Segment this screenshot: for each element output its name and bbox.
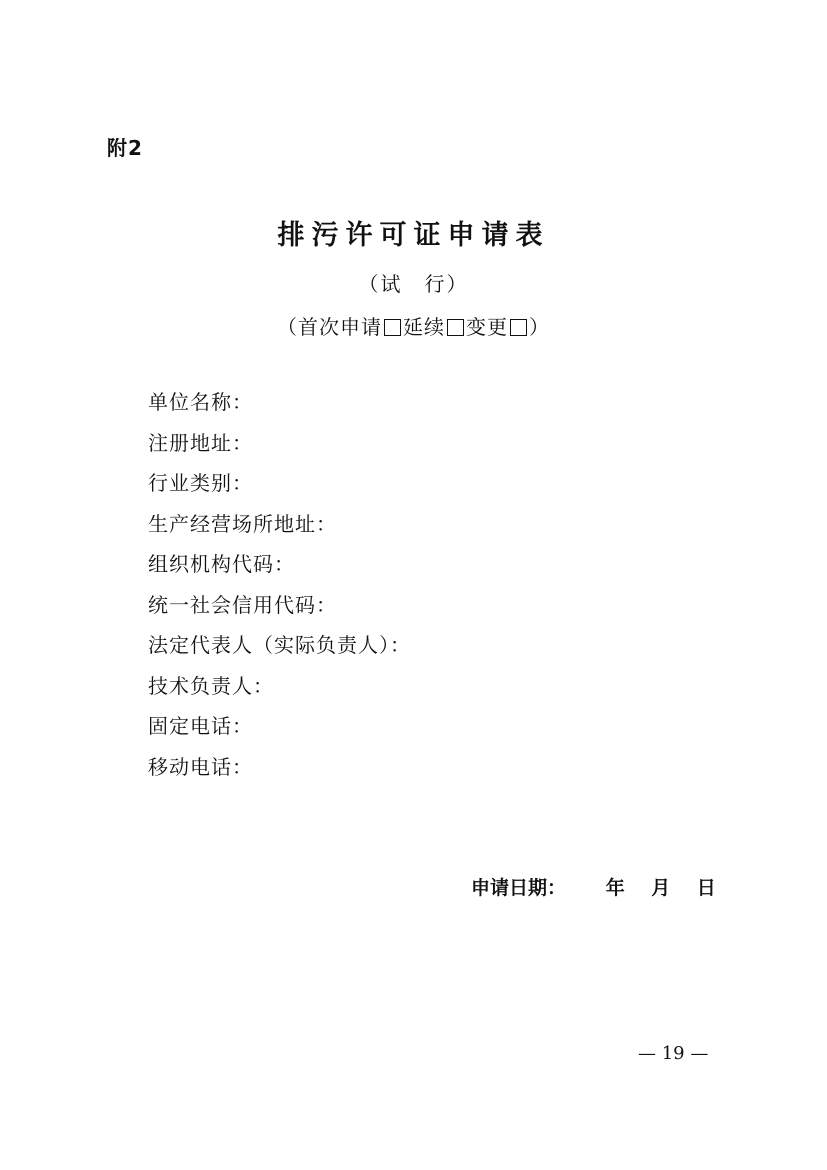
attachment-label: 附2 xyxy=(107,136,143,160)
date-month: 月 xyxy=(651,877,671,899)
application-type-selector xyxy=(0,311,827,340)
renewal-checkbox[interactable] xyxy=(447,319,464,336)
application-date xyxy=(471,873,716,900)
field-organization-code: 组织机构代码： xyxy=(148,552,295,576)
field-social-credit-code: 统一社会信用代码： xyxy=(148,592,337,617)
page-number: — 19 — xyxy=(638,1043,709,1064)
date-label: 申请日期： xyxy=(471,877,567,899)
date-year: 年 xyxy=(605,877,625,899)
first-application-checkbox[interactable] xyxy=(384,319,401,336)
option-change-label: 变更 xyxy=(466,315,508,339)
form-title: 排污许可证申请表 xyxy=(277,220,550,251)
field-landline-phone: 固定电话： xyxy=(148,714,253,738)
field-unit-name: 单位名称： xyxy=(148,390,253,414)
form-subtitle: （试 行） xyxy=(358,272,469,296)
type-close-paren: ） xyxy=(529,315,550,339)
field-business-site-address: 生产经营场所地址： xyxy=(148,511,337,536)
field-industry-category: 行业类别： xyxy=(148,471,253,495)
field-mobile-phone: 移动电话： xyxy=(148,754,253,779)
applicant-field-list xyxy=(148,387,411,792)
option-renewal-label: 延续 xyxy=(403,315,445,339)
type-open-paren: （ xyxy=(277,315,298,339)
field-registered-address: 注册地址： xyxy=(148,430,253,455)
field-technical-director: 技术负责人： xyxy=(148,673,274,698)
date-day: 日 xyxy=(696,877,716,899)
option-first-application-label: 首次申请 xyxy=(298,315,382,339)
change-checkbox[interactable] xyxy=(510,319,527,336)
field-legal-representative: 法定代表人（实际负责人）： xyxy=(148,633,411,657)
